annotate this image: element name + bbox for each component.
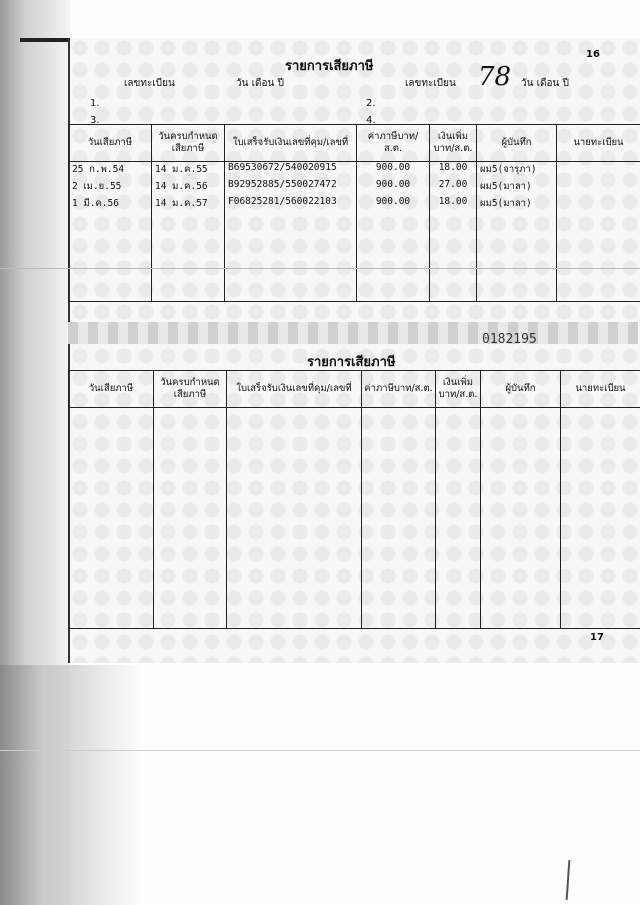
table-row-empty [69, 408, 640, 629]
cell-receipt: B69530672/540020915 [225, 162, 357, 180]
header-line-4: 4. [366, 115, 376, 126]
table-row [69, 179, 640, 196]
col-header-receipt: ใบเสร็จรับเงินเลขที่คุม/เลขที่ [227, 371, 362, 408]
header-line-3: 3. [90, 115, 100, 126]
header-line-1: 1. [90, 98, 100, 109]
pen-mark [566, 860, 571, 900]
cell-tax: 900.00 [357, 179, 430, 196]
cell-tax: 900.00 [357, 162, 430, 180]
registrar-label-left: เลขทะเบียน [124, 78, 175, 89]
col-header-registrar: นายทะเบียน [557, 125, 640, 162]
cell-recorder: ผม5(มาลา) [477, 179, 557, 196]
binding-edge [20, 38, 70, 42]
handwritten-mark: 78 [478, 62, 512, 92]
section-title-bottom: รายการเสียภาษี [307, 355, 396, 370]
cell-recorder: ผม5(มาลา) [477, 196, 557, 213]
col-header-paid-date: วันเสียภาษี [69, 125, 152, 162]
cell-receipt: B92952885/550027472 [225, 179, 357, 196]
table-row [69, 162, 640, 180]
scan-shadow-lower [0, 665, 140, 905]
cell-paid: 1 มี.ค.56 [69, 196, 152, 213]
header-line-2: 2. [366, 98, 376, 109]
col-header-paid-date: วันเสียภาษี [69, 371, 154, 408]
cell-receipt: F06825281/560022103 [225, 196, 357, 213]
date-label-right: วัน เดือน ปี [521, 78, 569, 89]
registrar-label-right: เลขทะเบียน [405, 78, 456, 89]
date-label-left: วัน เดือน ปี [236, 78, 284, 89]
tax-table-top [68, 124, 640, 302]
serial-number: 0182195 [482, 332, 537, 347]
cell-due: 14 ม.ค.56 [152, 179, 225, 196]
col-header-surcharge: เงินเพิ่มบาท/ส.ต. [430, 125, 477, 162]
scan-line [0, 268, 640, 269]
col-header-due-date: วันครบกำหนดเสียภาษี [154, 371, 227, 408]
cell-due: 14 ม.ค.57 [152, 196, 225, 213]
col-header-recorder: ผู้บันทึก [481, 371, 561, 408]
cell-paid: 25 ก.พ.54 [69, 162, 152, 180]
col-header-recorder: ผู้บันทึก [477, 125, 557, 162]
section-title-top: รายการเสียภาษี [285, 59, 374, 74]
cell-registrar [557, 162, 640, 180]
tax-table-bottom [68, 370, 640, 629]
cell-recorder: ผม5(จารุภา) [477, 162, 557, 180]
cell-surcharge: 18.00 [430, 196, 477, 213]
cell-surcharge: 18.00 [430, 162, 477, 180]
table-row [69, 196, 640, 213]
cell-registrar [557, 179, 640, 196]
page-fold [68, 322, 638, 344]
page-number-bottom: 17 [590, 632, 604, 643]
scan-line [0, 750, 640, 751]
col-header-tax: ค่าภาษีบาท/ส.ต. [362, 371, 436, 408]
cell-tax: 900.00 [357, 196, 430, 213]
cell-due: 14 ม.ค.55 [152, 162, 225, 180]
col-header-surcharge: เงินเพิ่มบาท/ส.ต. [436, 371, 481, 408]
cell-paid: 2 เม.ย.55 [69, 179, 152, 196]
col-header-due-date: วันครบกำหนดเสียภาษี [152, 125, 225, 162]
col-header-registrar: นายทะเบียน [561, 371, 640, 408]
cell-surcharge: 27.00 [430, 179, 477, 196]
table-row-empty [69, 213, 640, 302]
page-number-top: 16 [586, 49, 600, 60]
col-header-tax: ค่าภาษีบาท/ส.ต. [357, 125, 430, 162]
cell-registrar [557, 196, 640, 213]
col-header-receipt: ใบเสร็จรับเงินเลขที่คุม/เลขที่ [225, 125, 357, 162]
